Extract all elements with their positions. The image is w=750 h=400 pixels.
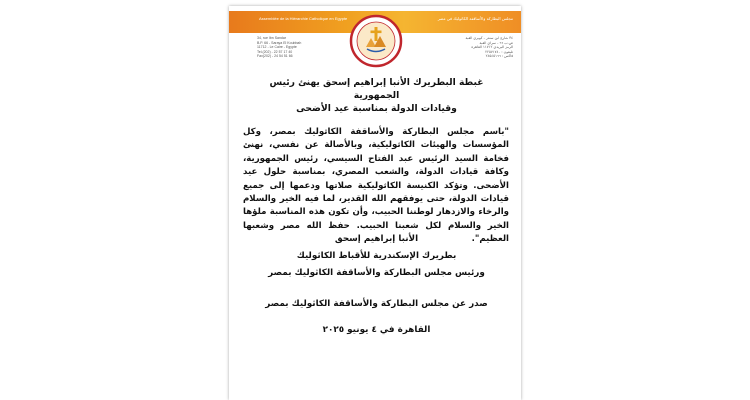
- signatory-name: الأنبا إبراهيم إسحق: [334, 234, 419, 244]
- address-arabic: [433, 36, 513, 59]
- seal-logo: [349, 14, 403, 68]
- address-line: Fax(202) - 24 54 51 66: [257, 54, 293, 59]
- title-line: غبطة البطريرك الأنبا إبراهيم إسحق يهنئ رئيس الجمهورية: [269, 77, 484, 101]
- issued-by: صدر عن مجلس البطاركة والأساقفة الكاثوليك بمصر: [265, 299, 488, 309]
- address-line: 34, rue Ibn Sandar: [257, 36, 286, 40]
- letter-title: [249, 76, 504, 115]
- address-line: الرمز البريدي ١١٧١٢ القاهرة: [471, 45, 513, 50]
- message-body: "باسم مجلس البطاركة والأساقفة الكاثوليك بمصر، وكل المؤسسات والهيئات الكاثوليكية، وبالأصالة عن نفسي، نهنئ فخامة السيد الرئيس عبد الفتاح السيسي، رئيس الجمهورية، وكافة قيادات الدولة، والشعب المصري، بمناسبة حلول عيد الأضحى. وتؤكد الكنيسة الكاثوليكية صلاتها ودعمها إلى جميع قيادات الدولة، حتى يوفقهم الله القدير، لما فيه الخير والسلام والرخاء والازدهار لوطننا الحبيب، وأن تكون هذه المناسبة ملؤها الخير والسلام لكل شعبنا الحبيب. حفظ الله مصر وشعبها العظيم".: [243, 127, 509, 245]
- address-line: تليفون : ٢٢٥٧١٧٤٠: [485, 49, 513, 54]
- address-line: B.P. 66 - Saraya El Koubbah: [257, 40, 302, 45]
- address-line: 11712 - Le Caire - Egypte: [257, 45, 297, 50]
- address-line: ٣٤ شارع ابن سندر - كوبري القبة: [465, 36, 513, 40]
- address-line: ص.ب ٦٦ - سراي القبة: [479, 40, 513, 45]
- title-line: وقيادات الدولة بمناسبة عيد الأضحى: [296, 103, 457, 114]
- address-line: فاكس : ٢٤٥٤٥١٦٦: [485, 54, 513, 59]
- address-line: Tel.(202) - 22 57 17 40: [257, 49, 293, 54]
- signatory-title: بطريرك الإسكندرية للأقباط الكاثوليك: [296, 251, 457, 261]
- org-name-french: Assemblée de la Hiérarchie Catholique en Egypte: [259, 16, 348, 21]
- signatory-title-2: ورئيس مجلس البطاركة والأساقفة الكاثوليك بمصر: [268, 268, 485, 278]
- address-french: [257, 36, 327, 59]
- org-name-arabic: مجلس البطاركة والأساقفة الكاثوليك في مصر: [437, 16, 513, 21]
- place-date: القاهرة في ٤ يونيو ٢٠٢٥: [322, 325, 431, 335]
- letter-page: [229, 6, 521, 400]
